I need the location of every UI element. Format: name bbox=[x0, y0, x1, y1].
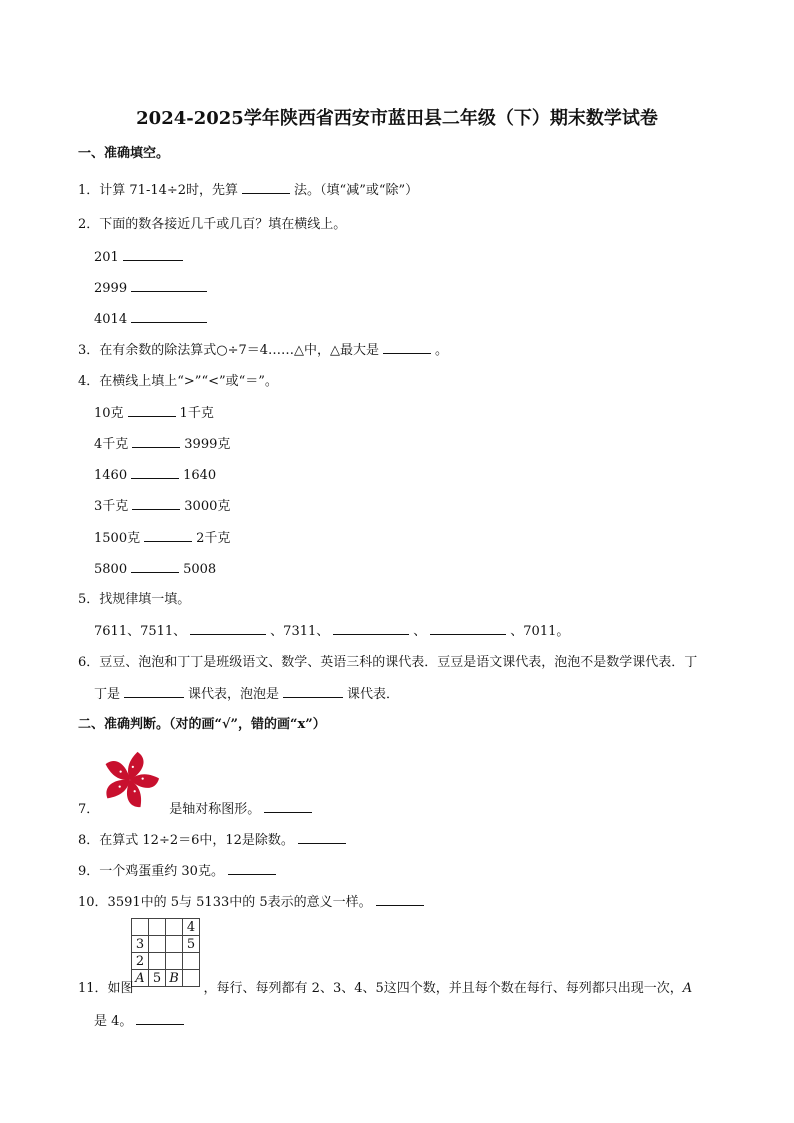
q2-item: 4014 bbox=[94, 310, 211, 329]
question-7: 7． 是轴对称图形。 bbox=[78, 800, 316, 819]
answer-blank[interactable] bbox=[128, 404, 176, 417]
answer-blank[interactable] bbox=[132, 435, 180, 448]
answer-blank[interactable] bbox=[430, 622, 506, 635]
answer-blank[interactable] bbox=[242, 181, 290, 194]
answer-blank[interactable] bbox=[131, 560, 179, 573]
answer-blank[interactable] bbox=[333, 622, 409, 635]
answer-blank[interactable] bbox=[283, 685, 343, 698]
answer-blank[interactable] bbox=[131, 466, 179, 479]
answer-blank[interactable] bbox=[190, 622, 266, 635]
question-8: 8．在算式 12÷2＝6中，12是除数。 bbox=[78, 831, 350, 850]
question-6-line2: 丁是 课代表，泡泡是 课代表． bbox=[94, 687, 400, 702]
answer-blank[interactable] bbox=[132, 497, 180, 510]
question-3: 3．在有余数的除法算式○÷7＝4……△中，△最大是 。 bbox=[78, 343, 449, 358]
question-9: 9．一个鸡蛋重约 30克。 bbox=[78, 862, 280, 881]
q2-item: 2999 bbox=[94, 279, 211, 298]
q4-pair: 5800 5008 bbox=[94, 562, 217, 577]
question-11-line2: 是 4。 bbox=[94, 1012, 188, 1031]
answer-blank[interactable] bbox=[376, 893, 424, 906]
answer-blank[interactable] bbox=[136, 1012, 184, 1025]
q1-text-a: 1．计算 71-14÷2时，先算 bbox=[78, 183, 239, 198]
answer-blank[interactable] bbox=[298, 831, 346, 844]
answer-blank[interactable] bbox=[144, 529, 192, 542]
q4-pair: 1460 1640 bbox=[94, 468, 217, 483]
q5-sequence: 7611、7511、 、7311、 、 、7011。 bbox=[94, 624, 570, 639]
answer-blank[interactable] bbox=[123, 248, 183, 261]
question-10: 10．3591中的 5与 5133中的 5表示的意义一样。 bbox=[78, 893, 428, 912]
question-5: 5．找规律填一填。 bbox=[78, 592, 191, 607]
question-2: 2．下面的数各接近几千或几百？填在横线上。 bbox=[78, 217, 347, 232]
q2-item: 201 bbox=[94, 248, 187, 267]
section-heading-1: 一、准确填空。 bbox=[78, 146, 170, 161]
q4-pair: 4千克 3999克 bbox=[94, 437, 231, 452]
answer-blank[interactable] bbox=[264, 800, 312, 813]
section-heading-2: 二、准确判断。（对的画“√”，错的画“x”） bbox=[78, 717, 326, 732]
answer-blank[interactable] bbox=[124, 685, 184, 698]
question-6-line1: 6．豆豆、泡泡和丁丁是班级语文、数学、英语三科的课代表．豆豆是语文课代表，泡泡不是数学课代表．丁 bbox=[78, 655, 698, 670]
q4-pair: 3千克 3000克 bbox=[94, 499, 231, 514]
answer-blank[interactable] bbox=[228, 862, 276, 875]
answer-blank[interactable] bbox=[131, 310, 207, 323]
q1-text-b: 法。（填“减”或“除”） bbox=[294, 183, 419, 198]
number-grid: 4 3 5 2 A 5 B bbox=[131, 918, 200, 987]
answer-blank[interactable] bbox=[131, 279, 207, 292]
q4-pair: 10克 1千克 bbox=[94, 406, 214, 421]
question-1 bbox=[78, 181, 418, 200]
question-11: 11．如图 ，每行、每列都有 2、3、4、5这四个数，并且每个数在每行、每列都只出现一次，A bbox=[78, 981, 693, 996]
q4-pair: 1500克 2千克 bbox=[94, 531, 231, 546]
answer-blank[interactable] bbox=[383, 341, 431, 354]
page-title: 2024-2025学年陕西省西安市蓝田县二年级（下）期末数学试卷 bbox=[136, 108, 658, 129]
question-4: 4．在横线上填上“>”“<”或“＝”。 bbox=[78, 374, 278, 389]
